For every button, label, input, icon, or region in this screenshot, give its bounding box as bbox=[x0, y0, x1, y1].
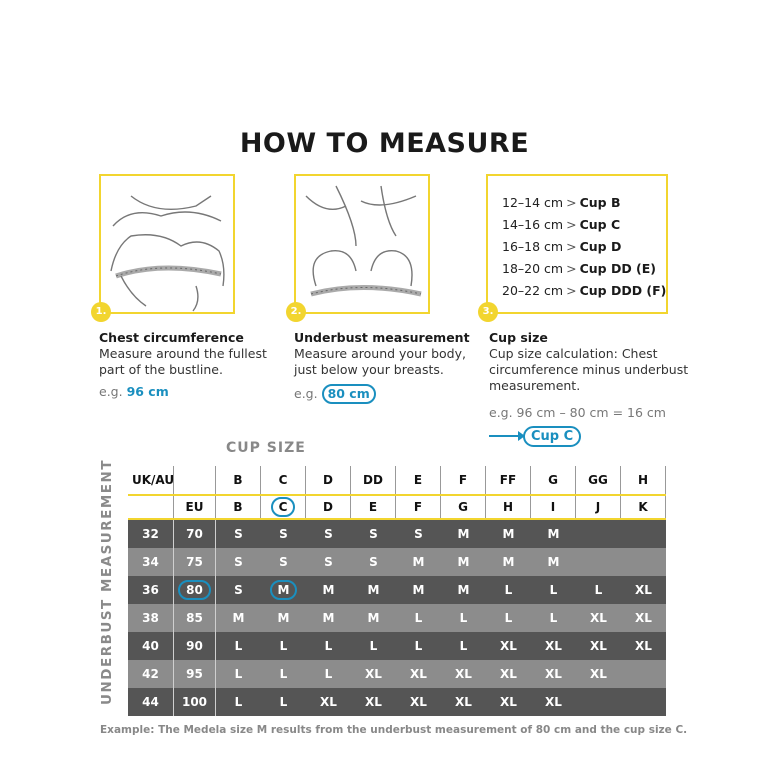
size-cell: L bbox=[279, 667, 288, 681]
step-3-heading: Cup size bbox=[489, 330, 548, 345]
size-cell: XL bbox=[410, 667, 427, 681]
size-cell: M bbox=[367, 583, 380, 597]
table-row bbox=[128, 520, 666, 548]
size-cell: E bbox=[396, 466, 441, 494]
size-cell: M bbox=[322, 611, 335, 625]
size-cell: S bbox=[279, 555, 288, 569]
size-cell: L bbox=[324, 667, 333, 681]
size-cell: M bbox=[547, 527, 560, 541]
size-cell: XL bbox=[500, 639, 517, 653]
cup-range-row: 18–20 cm > Cup DD (E) bbox=[502, 261, 657, 276]
size-cell: L bbox=[279, 639, 288, 653]
step-2-heading: Underbust measurement bbox=[294, 330, 470, 345]
size-cell: XL bbox=[635, 639, 652, 653]
cup-size-label: CUP SIZE bbox=[226, 440, 306, 456]
step-2-text bbox=[294, 330, 474, 404]
size-cell: M bbox=[367, 611, 380, 625]
table-row bbox=[128, 548, 666, 576]
size-cell: M bbox=[502, 555, 515, 569]
size-cell: C bbox=[261, 466, 306, 494]
size-cell: L bbox=[549, 583, 558, 597]
size-cell: FF bbox=[486, 466, 531, 494]
size-cell: H bbox=[486, 496, 531, 518]
size-cell: K bbox=[621, 496, 666, 518]
step-2-example: e.g. 80 cm bbox=[294, 384, 474, 404]
size-cell bbox=[621, 660, 666, 688]
step-3-desc: Cup size calculation: Chest bbox=[489, 346, 658, 361]
underbust-axis-label: UNDERBUST MEASUREMENT bbox=[99, 458, 115, 705]
cup-range-row: 12–14 cm > Cup B bbox=[502, 195, 621, 210]
band-ukau-cell: 38 bbox=[128, 604, 174, 632]
size-cell bbox=[621, 548, 666, 576]
size-cell: M bbox=[412, 583, 425, 597]
size-cell: XL bbox=[545, 639, 562, 653]
band-eu-cell: 95 bbox=[174, 660, 216, 688]
band-eu-cell: 75 bbox=[174, 548, 216, 576]
size-cell: XL bbox=[455, 667, 472, 681]
step-1-badge: 1. bbox=[91, 302, 111, 322]
size-cell: B bbox=[216, 496, 261, 518]
size-cell: XL bbox=[545, 667, 562, 681]
size-cell: XL bbox=[590, 667, 607, 681]
cup-range-row: 20–22 cm > Cup DDD (F) bbox=[502, 283, 667, 298]
size-cell: L bbox=[234, 667, 243, 681]
size-cell: XL bbox=[500, 695, 517, 709]
size-cell: E bbox=[351, 496, 396, 518]
band-ukau-cell: 32 bbox=[128, 520, 174, 548]
size-cell: XL bbox=[455, 695, 472, 709]
band-ukau-cell: UK/AU bbox=[128, 466, 174, 494]
step-1-text bbox=[99, 330, 279, 400]
size-cell bbox=[621, 520, 666, 548]
cup-range-row: 14–16 cm > Cup C bbox=[502, 217, 621, 232]
size-cell: G bbox=[531, 466, 576, 494]
size-cell: I bbox=[531, 496, 576, 518]
size-cell: L bbox=[369, 639, 378, 653]
size-cell: F bbox=[441, 466, 486, 494]
step-2-desc: Measure around your body, bbox=[294, 346, 466, 361]
size-cell: J bbox=[576, 496, 621, 518]
cup-calc-result: Cup C bbox=[523, 426, 581, 447]
table-row bbox=[128, 660, 666, 688]
table-row bbox=[128, 688, 666, 716]
size-cell: M bbox=[412, 555, 425, 569]
band-ukau-cell: 40 bbox=[128, 632, 174, 660]
step-2-badge: 2. bbox=[286, 302, 306, 322]
band-eu-cell: 80 bbox=[174, 576, 216, 604]
size-cell: XL bbox=[320, 695, 337, 709]
size-cell: L bbox=[234, 639, 243, 653]
band-ukau-cell: 42 bbox=[128, 660, 174, 688]
size-cell: L bbox=[414, 639, 423, 653]
size-cell: M bbox=[457, 555, 470, 569]
size-cell: S bbox=[324, 555, 333, 569]
table-row bbox=[128, 576, 666, 604]
band-eu-cell: EU bbox=[174, 496, 216, 518]
step-1-desc: part of the bustline. bbox=[99, 362, 223, 377]
example-note: Example: The Medela size M results from the underbust measurement of 80 cm and the cup size C. bbox=[100, 724, 688, 736]
size-cell: S bbox=[234, 555, 243, 569]
size-cell: L bbox=[234, 695, 243, 709]
size-cell: M bbox=[457, 527, 470, 541]
size-cell: L bbox=[594, 583, 603, 597]
table-header-row bbox=[128, 466, 666, 494]
size-cell bbox=[621, 688, 666, 716]
size-cell: S bbox=[324, 527, 333, 541]
size-cell: XL bbox=[500, 667, 517, 681]
size-cell: S bbox=[369, 527, 378, 541]
size-cell: L bbox=[459, 611, 468, 625]
size-cell: S bbox=[234, 527, 243, 541]
size-cell: DD bbox=[351, 466, 396, 494]
cup-range-row: 16–18 cm > Cup D bbox=[502, 239, 622, 254]
size-cell: F bbox=[396, 496, 441, 518]
step-2-desc: just below your breasts. bbox=[294, 362, 444, 377]
size-table bbox=[128, 466, 666, 716]
size-cell: L bbox=[504, 583, 513, 597]
size-cell: S bbox=[234, 583, 243, 597]
size-cell: H bbox=[621, 466, 666, 494]
size-cell: B bbox=[216, 466, 261, 494]
band-eu-cell bbox=[174, 466, 216, 494]
size-cell: XL bbox=[635, 611, 652, 625]
cup-range-panel bbox=[486, 174, 668, 314]
size-cell: M bbox=[277, 611, 290, 625]
size-cell: XL bbox=[545, 695, 562, 709]
band-eu-cell: 90 bbox=[174, 632, 216, 660]
band-ukau-cell: 44 bbox=[128, 688, 174, 716]
size-cell: L bbox=[324, 639, 333, 653]
size-cell: L bbox=[414, 611, 423, 625]
size-cell: S bbox=[414, 527, 423, 541]
size-cell: M bbox=[502, 527, 515, 541]
size-cell: M bbox=[322, 583, 335, 597]
cup-calc-example: e.g. 96 cm – 80 cm = 16 cm bbox=[489, 405, 666, 420]
size-cell: XL bbox=[635, 583, 652, 597]
size-cell: XL bbox=[365, 667, 382, 681]
size-cell: M bbox=[232, 611, 245, 625]
size-cell: S bbox=[279, 527, 288, 541]
table-row bbox=[128, 632, 666, 660]
size-cell: GG bbox=[576, 466, 621, 494]
table-row bbox=[128, 604, 666, 632]
table-header-row bbox=[128, 494, 666, 520]
size-cell: S bbox=[369, 555, 378, 569]
size-cell: M bbox=[261, 576, 306, 604]
size-cell: C bbox=[261, 496, 306, 518]
size-cell: M bbox=[457, 583, 470, 597]
band-eu-cell: 100 bbox=[174, 688, 216, 716]
step-1-example: e.g. 96 cm bbox=[99, 384, 169, 399]
size-cell: XL bbox=[590, 639, 607, 653]
underbust-illustration-panel bbox=[294, 174, 430, 314]
size-cell: XL bbox=[365, 695, 382, 709]
size-cell: D bbox=[306, 496, 351, 518]
size-cell: M bbox=[547, 555, 560, 569]
step-1-heading: Chest circumference bbox=[99, 330, 244, 345]
size-cell: L bbox=[279, 695, 288, 709]
size-cell bbox=[576, 688, 621, 716]
band-eu-cell: 70 bbox=[174, 520, 216, 548]
step-1-desc: Measure around the fullest bbox=[99, 346, 267, 361]
underbust-measure-illustration bbox=[296, 176, 430, 314]
band-ukau-cell bbox=[128, 496, 174, 518]
size-cell: L bbox=[504, 611, 513, 625]
step-3-badge: 3. bbox=[478, 302, 498, 322]
step-3-desc: circumference minus underbust bbox=[489, 362, 689, 377]
size-cell: XL bbox=[590, 611, 607, 625]
band-ukau-cell: 34 bbox=[128, 548, 174, 576]
size-cell bbox=[576, 520, 621, 548]
size-cell bbox=[576, 548, 621, 576]
step-3-desc: measurement. bbox=[489, 378, 581, 393]
arrow-right-icon bbox=[489, 435, 523, 437]
size-cell: L bbox=[459, 639, 468, 653]
size-cell: L bbox=[549, 611, 558, 625]
size-cell: G bbox=[441, 496, 486, 518]
band-ukau-cell: 36 bbox=[128, 576, 174, 604]
step-3-text bbox=[489, 330, 689, 394]
size-cell: XL bbox=[410, 695, 427, 709]
chest-illustration-panel bbox=[99, 174, 235, 314]
page-title: HOW TO MEASURE bbox=[239, 128, 530, 159]
size-cell: D bbox=[306, 466, 351, 494]
band-eu-cell: 85 bbox=[174, 604, 216, 632]
chest-measure-illustration bbox=[101, 176, 235, 314]
